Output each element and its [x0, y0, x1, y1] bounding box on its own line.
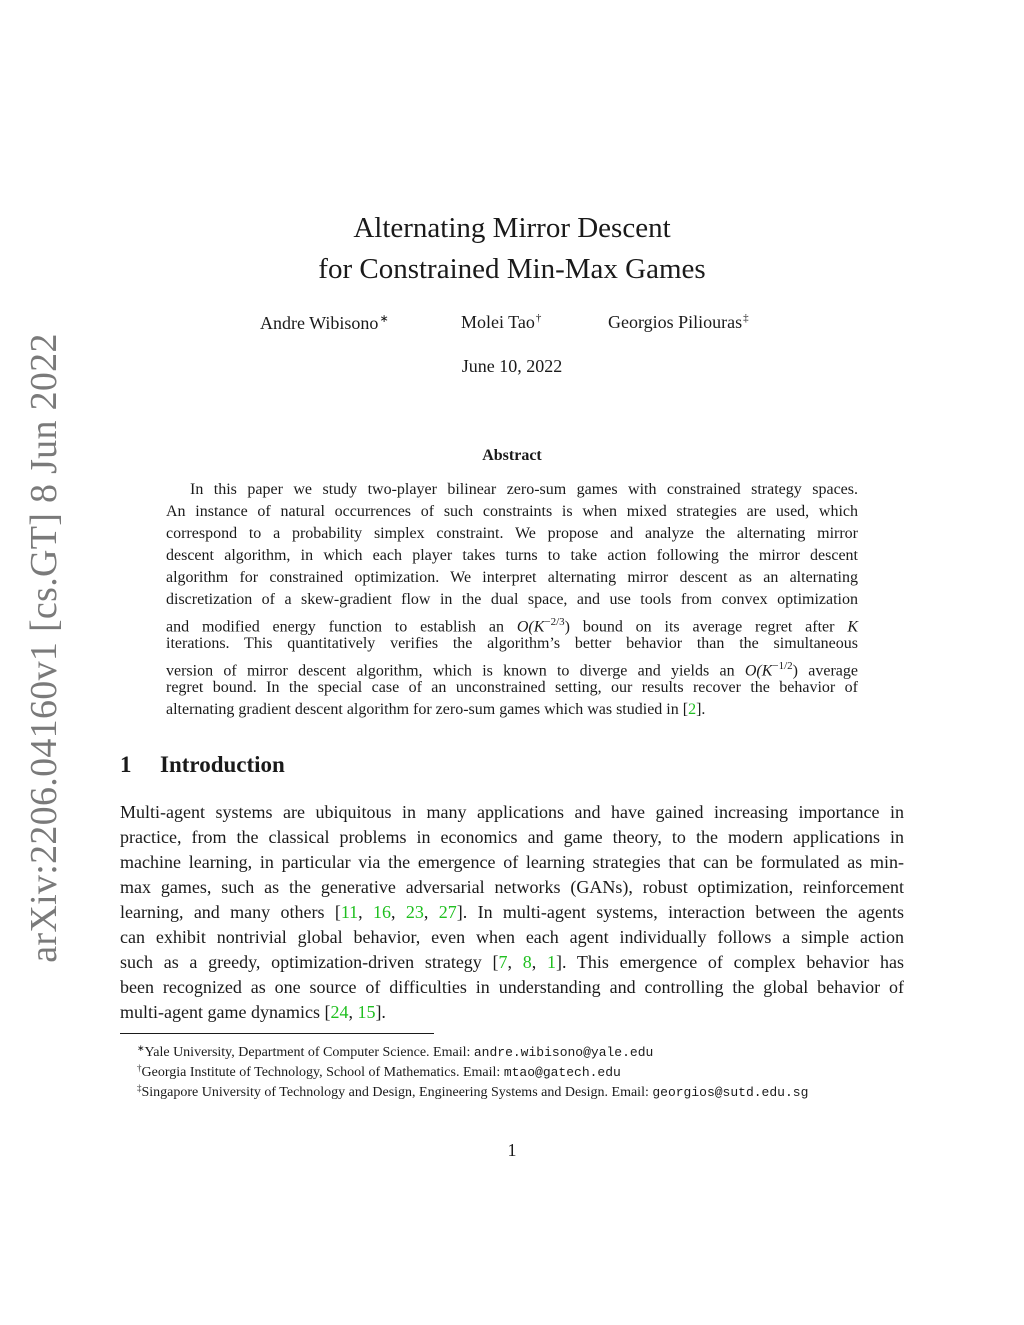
- footnote-2: †Georgia Institute of Technology, School of Mathematics. Email: mtao@gatech.edu: [137, 1063, 621, 1080]
- page-number: 1: [507, 1140, 517, 1160]
- author-2: Molei Tao†: [461, 312, 542, 332]
- body-line: max games, such as the generative adversarial networks (GANs), robust optimization, reinforcement: [120, 877, 904, 897]
- title-line-1: Alternating Mirror Descent: [353, 212, 671, 244]
- citation-link[interactable]: 11: [340, 902, 359, 922]
- paper-date: June 10, 2022: [461, 356, 563, 376]
- paper-title: [0, 208, 1024, 290]
- email-link[interactable]: andre.wibisono@yale.edu: [473, 1045, 654, 1060]
- abstract-line: correspond to a probability simplex constraint. We propose and analyze the alternating mirror: [166, 525, 858, 542]
- math-expression: O(K: [516, 618, 545, 636]
- citation-link[interactable]: 1: [546, 952, 556, 972]
- citation-link[interactable]: 24: [330, 1002, 349, 1022]
- abstract-line: and modified energy function to establish an $O(K^{-2/3})$ bound on its average regret after K: [166, 616, 859, 636]
- body-line: multi-agent game dynamics [24, 15].: [120, 1002, 386, 1022]
- body-line: Multi-agent systems are ubiquitous in many applications and have gained increasing importance in: [120, 802, 904, 822]
- citation-link[interactable]: 2: [688, 701, 697, 718]
- abstract-line: In this paper we study two-player bilinear zero-sum games with constrained strategy spaces.: [190, 481, 858, 498]
- abstract-heading: Abstract: [482, 447, 542, 464]
- footnote-3: ‡Singapore University of Technology and Design, Engineering Systems and Design. Email: georgios@sutd.edu.sg: [137, 1083, 809, 1100]
- body-line: been recognized as one source of difficulties in understanding and controlling the global behavior of: [120, 977, 904, 997]
- math-expression: O(K: [744, 662, 773, 680]
- citation-link[interactable]: 23: [405, 902, 424, 922]
- footnote-1: ∗Yale University, Department of Computer Science. Email: andre.wibisono@yale.edu: [137, 1043, 654, 1060]
- abstract-line: discretization of a skew-gradient flow in the dual space, and use tools from convex optimization: [166, 591, 858, 608]
- section-number: 1: [120, 752, 132, 777]
- body-line: learning, and many others [11, 16, 23, 27]. In multi-agent systems, interaction between the agents: [120, 902, 905, 922]
- abstract-line: iterations. This quantitatively verifies the algorithm’s better behavior than the simultaneous: [166, 635, 858, 652]
- author-1: Andre Wibisono∗: [260, 313, 389, 333]
- abstract-body: [166, 479, 858, 721]
- title-line-2: for Constrained Min-Max Games: [318, 253, 706, 285]
- footnote-rule: [120, 1033, 434, 1034]
- abstract-line: regret bound. In the special case of an unconstrained setting, our results recover the behavior of: [166, 679, 858, 696]
- citation-link[interactable]: 27: [438, 902, 457, 922]
- citation-link[interactable]: 16: [373, 902, 392, 922]
- citation-link[interactable]: 7: [498, 952, 508, 972]
- body-line: such as a greedy, optimization-driven strategy [7, 8, 1]. This emergence of complex behavior has: [120, 952, 905, 972]
- section-heading: [120, 752, 285, 778]
- body-line: machine learning, in particular via the emergence of learning strategies that can be formulated as min-: [120, 852, 904, 872]
- arxiv-stamp: arXiv:2206.04160v1 [cs.GT] 8 Jun 2022: [23, 333, 65, 963]
- abstract-line: descent algorithm, in which each player takes turns to take action following the mirror descent: [166, 547, 858, 564]
- email-link[interactable]: georgios@sutd.edu.sg: [652, 1085, 809, 1100]
- abstract-line: version of mirror descent algorithm, which is known to diverge and yields an $O(K^{-1/2})$ average: [166, 660, 859, 680]
- email-link[interactable]: mtao@gatech.edu: [503, 1065, 621, 1080]
- abstract-line: An instance of natural occurrences of such constraints is when mixed strategies are used, which: [166, 503, 858, 520]
- body-line: practice, from the classical problems in economics and game theory, to the modern applications in: [120, 827, 904, 847]
- footnotes: [137, 1038, 917, 1098]
- author-3: Georgios Piliouras‡: [608, 312, 749, 332]
- abstract-line: alternating gradient descent algorithm for zero-sum games which was studied in [2].: [166, 701, 706, 718]
- citation-link[interactable]: 8: [522, 952, 532, 972]
- section-title: Introduction: [160, 752, 285, 777]
- body-line: can exhibit nontrivial global behavior, even when each agent individually follows a simple action: [120, 927, 904, 947]
- abstract-line: algorithm for constrained optimization. We interpret alternating mirror descent as an alternating: [166, 569, 858, 586]
- intro-paragraph: [120, 800, 904, 1025]
- citation-link[interactable]: 15: [357, 1002, 376, 1022]
